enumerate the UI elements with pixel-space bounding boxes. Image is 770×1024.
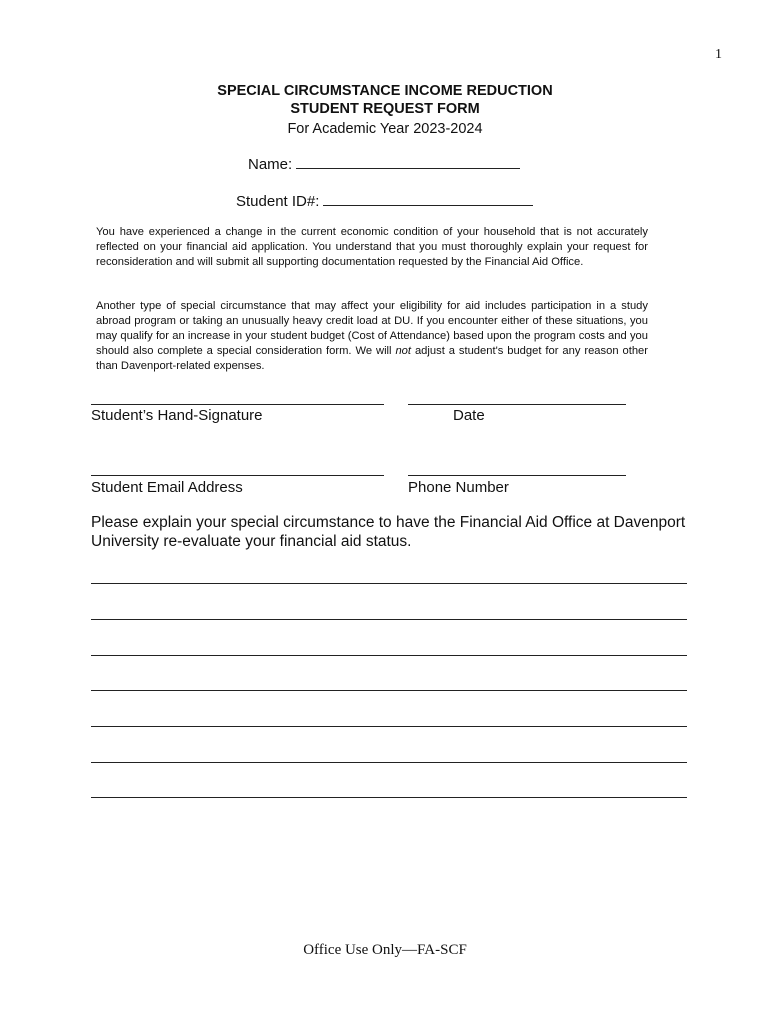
email-label: Student Email Address <box>91 479 243 496</box>
student-id-input[interactable] <box>323 191 533 206</box>
student-id-field <box>236 191 533 210</box>
explanation-line-6[interactable] <box>91 762 687 763</box>
signature-line[interactable] <box>91 404 384 405</box>
explanation-line-3[interactable] <box>91 655 687 656</box>
explanation-line-1[interactable] <box>91 583 687 584</box>
explanation-line-7[interactable] <box>91 797 687 798</box>
academic-year: For Academic Year 2023-2024 <box>287 121 483 137</box>
email-line[interactable] <box>91 475 384 476</box>
name-input[interactable] <box>296 154 520 169</box>
paragraph-text-before: Another type of special circumstance that may affect your eligibility for aid includes participation in a study abroad program or taking an unusually heavy credit load at DU. If you encounter either of these situations, you may qualify for an increase in your student budget (Cost of Attendance) based upon the program costs and you should also complete a special consideration form. We will <box>96 300 648 357</box>
signature-label: Student’s Hand-Signature <box>91 407 263 424</box>
explanation-line-4[interactable] <box>91 690 687 691</box>
page-number: 1 <box>715 47 722 62</box>
paragraph-text-after: adjust a student's budget for any reason other than Davenport-related expenses. <box>96 345 648 372</box>
paragraph-income-change: You have experienced a change in the current economic condition of your household that is not accurately reflected on your financial aid application. You understand that you must thoroughly explain your request for reconsideration and will submit all supporting documentation requested by the Financial Aid Office. <box>96 226 648 268</box>
explanation-line-2[interactable] <box>91 619 687 620</box>
emphasis-not: not <box>395 345 412 357</box>
name-field <box>248 154 520 173</box>
form-header <box>0 82 770 139</box>
name-label: Name: <box>248 156 293 173</box>
phone-line[interactable] <box>408 475 626 476</box>
date-label: Date <box>453 407 485 424</box>
paragraph-other-circumstance <box>96 299 648 374</box>
phone-label: Phone Number <box>408 479 509 496</box>
explanation-line-5[interactable] <box>91 726 687 727</box>
form-title-line-2: STUDENT REQUEST FORM <box>290 101 480 117</box>
form-title-line-1: SPECIAL CIRCUMSTANCE INCOME REDUCTION <box>217 83 553 99</box>
explanation-prompt: Please explain your special circumstance to have the Financial Aid Office at Davenport University re-evaluate your financial aid status. <box>91 514 686 550</box>
office-use-footer: Office Use Only—FA-SCF <box>303 942 467 958</box>
student-id-label: Student ID#: <box>236 193 320 210</box>
date-line[interactable] <box>408 404 626 405</box>
